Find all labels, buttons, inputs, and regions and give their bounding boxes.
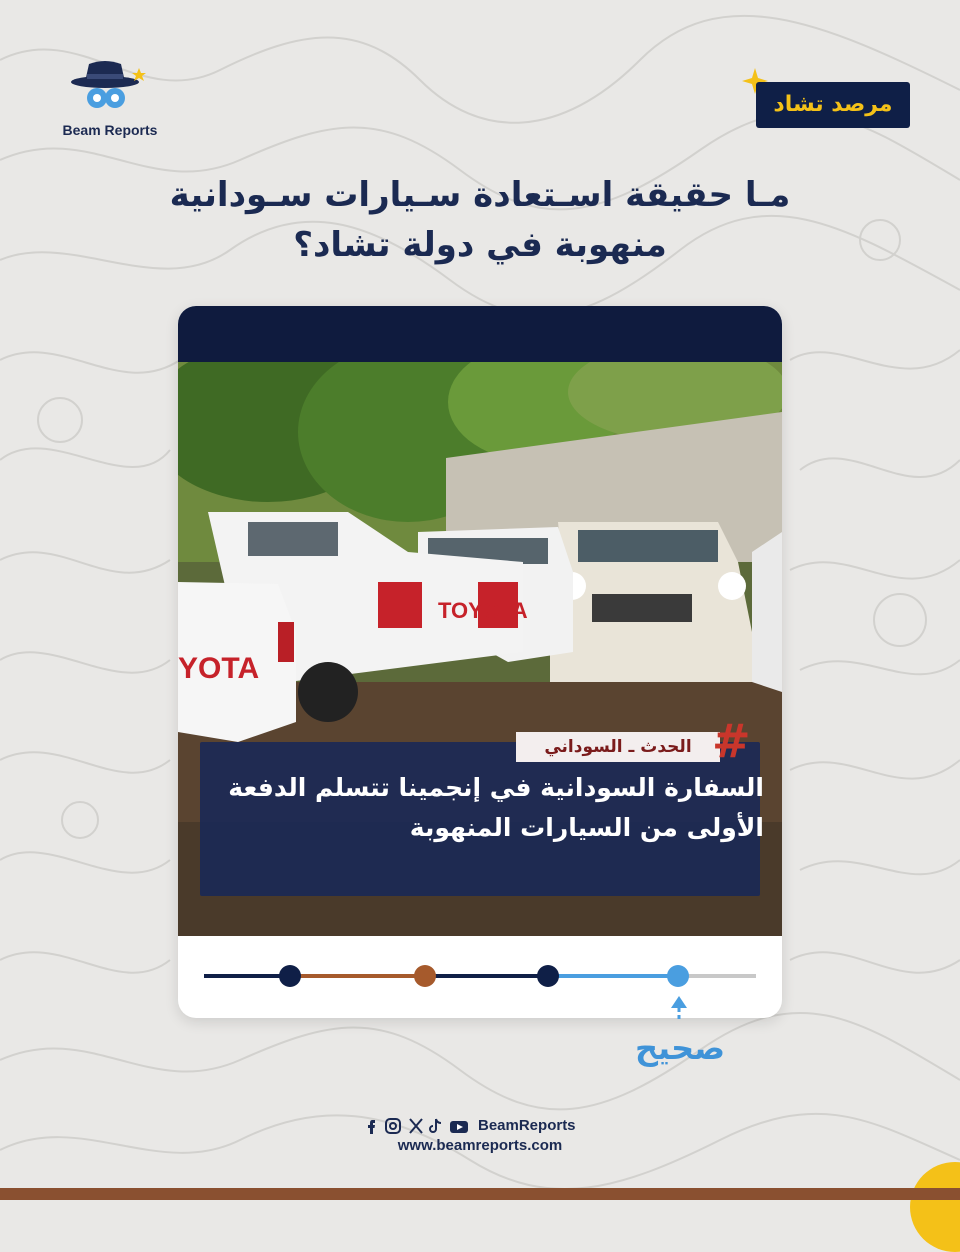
brand-logo: [50, 58, 170, 148]
news-tag: الحدث ـ السوداني: [516, 732, 720, 762]
bottom-bar: [0, 1188, 960, 1200]
x-icon[interactable]: [410, 1119, 422, 1133]
facebook-icon[interactable]: [368, 1120, 375, 1134]
news-caption-line-2: الأولى من السيارات المنهوبة: [409, 813, 764, 842]
news-card: [178, 306, 782, 1018]
meter-dot-selected: [667, 965, 689, 987]
card-header-bar: [178, 306, 782, 362]
news-caption-line-1: السفارة السودانية في إنجمينا تتسلم الدفعة: [228, 773, 764, 802]
truck-brand-label: TOYOTA: [438, 598, 528, 623]
verdict-arrow-icon: [671, 996, 687, 1024]
meter-dot: [537, 965, 559, 987]
social-icons: [364, 1116, 476, 1136]
social-handle[interactable]: BeamReports: [478, 1117, 576, 1134]
truck-brand-label-2: YOTA: [178, 652, 260, 685]
social-row: [360, 1116, 600, 1138]
instagram-icon[interactable]: [386, 1119, 400, 1133]
title-line-2: منهوبة في دولة تشاد؟: [293, 225, 667, 265]
tiktok-icon[interactable]: [430, 1119, 441, 1132]
verdict-label: صحيح: [634, 1029, 726, 1067]
hashtag-symbol: #: [712, 714, 751, 768]
spy-hat-logo-icon: [65, 58, 155, 118]
youtube-icon[interactable]: [450, 1121, 468, 1133]
meter-dot: [279, 965, 301, 987]
meter-dot: [414, 965, 436, 987]
brand-name: Beam Reports: [62, 122, 158, 138]
section-badge: مرصد تشاد: [756, 82, 910, 128]
verdict-meter: [178, 946, 782, 1016]
website-link[interactable]: www.beamreports.com: [397, 1137, 563, 1154]
page-title: [100, 170, 860, 270]
title-line-1: مـا حقيقة اسـتعادة سـيارات سـودانية: [169, 175, 791, 215]
